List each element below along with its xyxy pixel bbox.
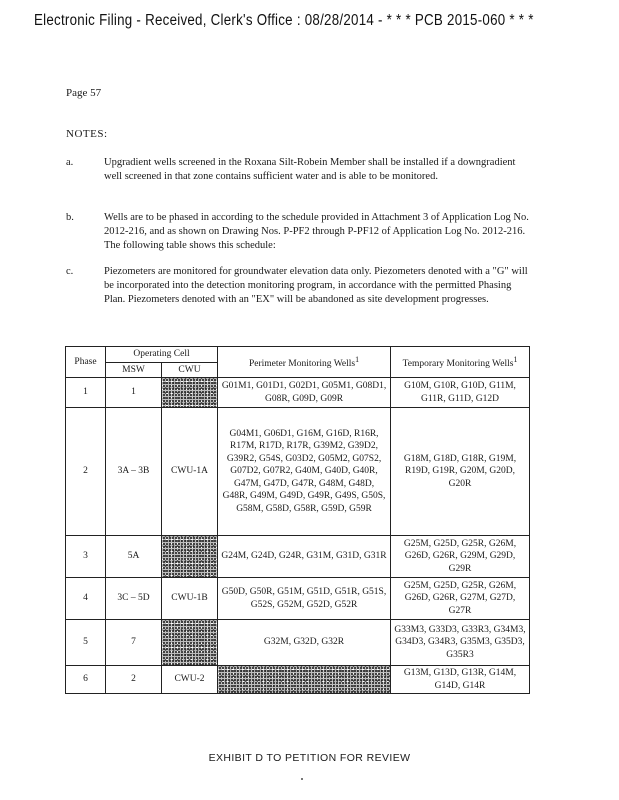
cell-msw: 3C – 5D <box>106 578 162 620</box>
cell-perimeter-wells: G50D, G50R, G51M, G51D, G51R, G51S, G52S, G52M, G52D, G52R <box>218 578 391 620</box>
cell-cwu-redacted <box>162 620 218 666</box>
table-row <box>66 536 530 578</box>
table-row <box>66 408 530 536</box>
cell-msw: 3A – 3B <box>106 408 162 536</box>
note-c-label: c. <box>66 266 74 277</box>
cell-cwu-redacted <box>162 378 218 408</box>
table-row <box>66 578 530 620</box>
header-perimeter-wells: Perimeter Monitoring Wells$^1$ <box>218 347 391 378</box>
header-phase: Phase <box>66 347 106 378</box>
cell-phase: 6 <box>66 666 106 694</box>
cell-perimeter-wells: G24M, G24D, G24R, G31M, G31D, G31R <box>218 536 391 578</box>
cell-temporary-wells: G25M, G25D, G25R, G26M, G26D, G26R, G29M, G29D, G29R <box>391 536 530 578</box>
table-row <box>66 620 530 666</box>
cell-cwu: CWU-2 <box>162 666 218 694</box>
note-b-label: b. <box>66 212 74 223</box>
cell-perimeter-wells: G32M, G32D, G32R <box>218 620 391 666</box>
note-a-label: a. <box>66 157 74 168</box>
cell-msw: 2 <box>106 666 162 694</box>
table-row <box>66 666 530 694</box>
cell-msw: 5A <box>106 536 162 578</box>
cell-phase: 2 <box>66 408 106 536</box>
cell-perimeter-wells: G04M1, G06D1, G16M, G16D, R16R, R17M, R17D, R17R, G39M2, G39D2, G39R2, G54S, G03D2, G05M2, G07S2, G07D2, G07R2, G40M, G40D, G40R, G47M, G47D, G47R, G48M, G48D, G48R, G49M, G49D, G49R, G49S, G50S, G58M, G58D, G58R, G59D, G59R <box>218 408 391 536</box>
cell-temporary-wells: G10M, G10R, G10D, G11M, G11R, G11D, G12D <box>391 378 530 408</box>
cell-msw: 7 <box>106 620 162 666</box>
cell-cwu: CWU-1A <box>162 408 218 536</box>
cell-temporary-wells: G18M, G18D, G18R, G19M, R19D, G19R, G20M, G20D, G20R <box>391 408 530 536</box>
cell-perimeter-wells: G01M1, G01D1, G02D1, G05M1, G08D1, G08R, G09D, G09R <box>218 378 391 408</box>
filing-stamp-header: Electronic Filing - Received, Clerk's Office : 08/28/2014 - * * * PCB 2015-060 * * * <box>34 12 534 29</box>
cell-temporary-wells: G33M3, G33D3, G33R3, G34M3, G34D3, G34R3, G35M3, G35D3, G35R3 <box>391 620 530 666</box>
cell-msw: 1 <box>106 378 162 408</box>
page-number: Page 57 <box>66 87 102 99</box>
cell-phase: 1 <box>66 378 106 408</box>
table-body <box>66 378 530 694</box>
cell-cwu: CWU-1B <box>162 578 218 620</box>
scan-speck <box>301 778 303 780</box>
note-b-text: Wells are to be phased in according to the schedule provided in Attachment 3 of Application Log No. 2012-216, and as shown on Drawing Nos. P-PF2 through P-PF12 of Application Log No. 2012-216. The following table shows this schedule: <box>104 212 529 251</box>
table-row <box>66 378 530 408</box>
cell-temporary-wells: G25M, G25D, G25R, G26M, G26D, G26R, G27M, G27D, G27R <box>391 578 530 620</box>
cell-phase: 5 <box>66 620 106 666</box>
exhibit-footer: EXHIBIT D TO PETITION FOR REVIEW <box>208 752 411 764</box>
notes-heading: NOTES: <box>66 128 108 140</box>
cell-phase: 3 <box>66 536 106 578</box>
cell-phase: 4 <box>66 578 106 620</box>
cell-cwu-redacted <box>162 536 218 578</box>
note-a-text: Upgradient wells screened in the Roxana Silt-Robein Member shall be installed if a downgradient well screened in that zone contains sufficient water and is able to be monitored. <box>104 157 516 182</box>
note-c-text: Piezometers are monitored for groundwater elevation data only. Piezometers denoted with a "G" will be incorporated into the detection monitoring program, in accordance with the permitted Phasing Plan. Piezometers denoted with an "EX" will be abandoned as site development progresses. <box>104 266 528 305</box>
header-cwu: CWU <box>162 362 218 378</box>
header-operating-cell: Operating Cell <box>106 347 218 363</box>
cell-temporary-wells: G13M, G13D, G13R, G14M, G14D, G14R <box>391 666 530 694</box>
cell-perimeter-wells-redacted <box>218 666 391 694</box>
well-phasing-table <box>65 346 530 694</box>
header-msw: MSW <box>106 362 162 378</box>
header-temporary-wells: Temporary Monitoring Wells$^1$ <box>391 347 530 378</box>
